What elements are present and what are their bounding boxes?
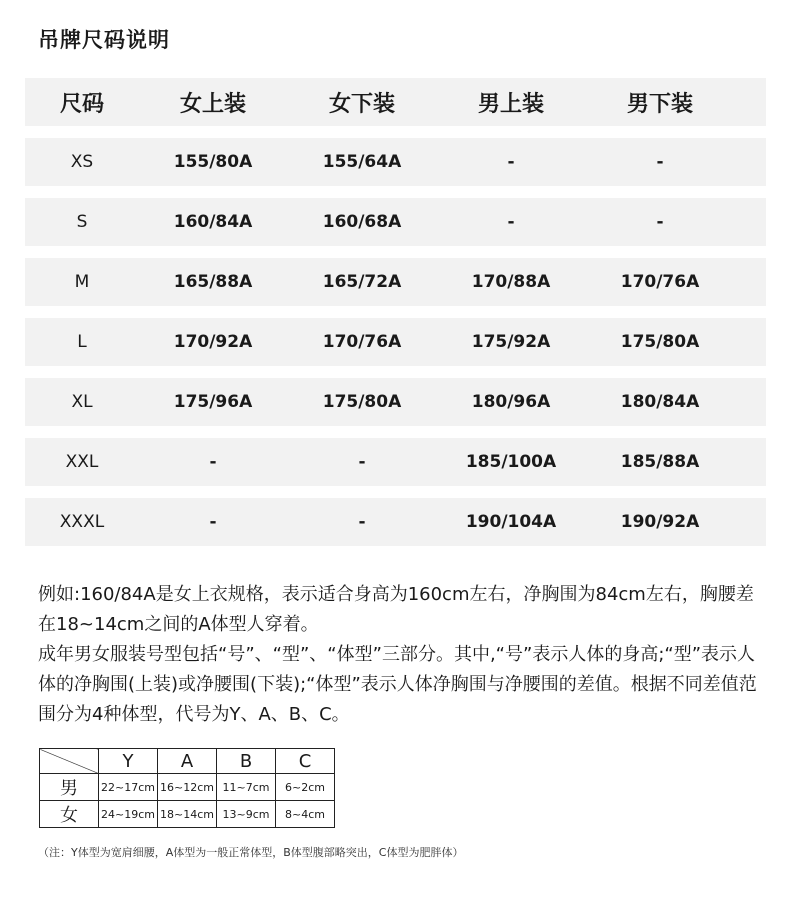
table-row	[25, 318, 766, 366]
women-bottom-value: 160/68A	[322, 212, 402, 232]
type-range-value: 24~19cm	[99, 801, 158, 828]
type-range-value: 16~12cm	[158, 774, 217, 801]
page-title: 吊牌尺码说明	[38, 28, 170, 52]
men-bottom-value: 190/92A	[620, 512, 700, 532]
women-top-value: -	[209, 512, 217, 532]
size-label: M	[74, 272, 90, 292]
type-c-header: C	[276, 749, 335, 774]
type-range-value: 13~9cm	[217, 801, 276, 828]
size-chart-header-row	[25, 78, 766, 126]
table-row	[25, 498, 766, 546]
diagonal-corner-cell	[40, 749, 99, 774]
women-bottom-value: 155/64A	[322, 152, 402, 172]
table-row	[40, 774, 335, 801]
table-row	[40, 801, 335, 828]
header-women-top: 女上装	[179, 91, 246, 117]
size-label: L	[77, 332, 87, 352]
men-top-value: 190/104A	[465, 512, 557, 532]
men-top-value: 175/92A	[471, 332, 551, 352]
table-row	[25, 378, 766, 426]
type-range-value: 8~4cm	[276, 801, 335, 828]
type-b-header: B	[217, 749, 276, 774]
men-top-value: -	[507, 152, 515, 172]
men-bottom-value: -	[656, 212, 664, 232]
women-top-value: 175/96A	[173, 392, 253, 412]
women-bottom-value: -	[358, 512, 366, 532]
women-bottom-value: 175/80A	[322, 392, 402, 412]
type-range-value: 6~2cm	[276, 774, 335, 801]
men-bottom-value: 170/76A	[620, 272, 700, 292]
header-size: 尺码	[59, 91, 104, 117]
table-row	[25, 138, 766, 186]
men-bottom-value: 185/88A	[620, 452, 700, 472]
women-top-value: -	[209, 452, 217, 472]
body-type-paragraph: 成年男女服装号型包括“号”、“型”、“体型”三部分。其中,“号”表示人体的身高;“型”表示人体的净胸围(上装)或净腰围(下装);“体型”表示人体净胸围与净腰围的差值。根据不同差值范围分为4种体型，代号为Y、A、B、C。	[38, 644, 757, 725]
size-explanation	[38, 580, 768, 730]
men-top-value: 170/88A	[471, 272, 551, 292]
size-label: XXXL	[59, 512, 105, 532]
type-range-value: 11~7cm	[217, 774, 276, 801]
header-men-top: 男上装	[477, 91, 544, 117]
table-row	[25, 198, 766, 246]
men-top-value: -	[507, 212, 515, 232]
gender-label: 女	[40, 801, 99, 828]
body-type-header-row	[40, 749, 335, 774]
footnote: （注：Y体型为宽肩细腰，A体型为一般正常体型，B体型腹部略突出，C体型为肥胖体）	[38, 846, 464, 859]
men-top-value: 180/96A	[471, 392, 551, 412]
header-women-bottom: 女下装	[328, 91, 395, 117]
table-row	[25, 258, 766, 306]
size-label: XXL	[65, 452, 99, 472]
header-men-bottom: 男下装	[626, 91, 693, 117]
type-y-header: Y	[99, 749, 158, 774]
women-top-value: 170/92A	[173, 332, 253, 352]
women-top-value: 155/80A	[173, 152, 253, 172]
men-top-value: 185/100A	[465, 452, 557, 472]
size-label: S	[76, 212, 88, 232]
type-range-value: 18~14cm	[158, 801, 217, 828]
women-bottom-value: -	[358, 452, 366, 472]
size-chart-table	[25, 78, 766, 546]
size-label: XS	[70, 152, 94, 172]
men-bottom-value: 180/84A	[620, 392, 700, 412]
type-a-header: A	[158, 749, 217, 774]
women-top-value: 165/88A	[173, 272, 253, 292]
gender-label: 男	[40, 774, 99, 801]
men-bottom-value: -	[656, 152, 664, 172]
men-bottom-value: 175/80A	[620, 332, 700, 352]
women-top-value: 160/84A	[173, 212, 253, 232]
women-bottom-value: 170/76A	[322, 332, 402, 352]
size-label: XL	[71, 392, 93, 412]
table-row	[25, 438, 766, 486]
example-paragraph: 例如:160/84A是女上衣规格，表示适合身高为160cm左右，净胸围为84cm左右，胸腰差在18~14cm之间的A体型人穿着。	[38, 584, 754, 635]
type-range-value: 22~17cm	[99, 774, 158, 801]
body-type-table	[39, 748, 335, 828]
women-bottom-value: 165/72A	[322, 272, 402, 292]
